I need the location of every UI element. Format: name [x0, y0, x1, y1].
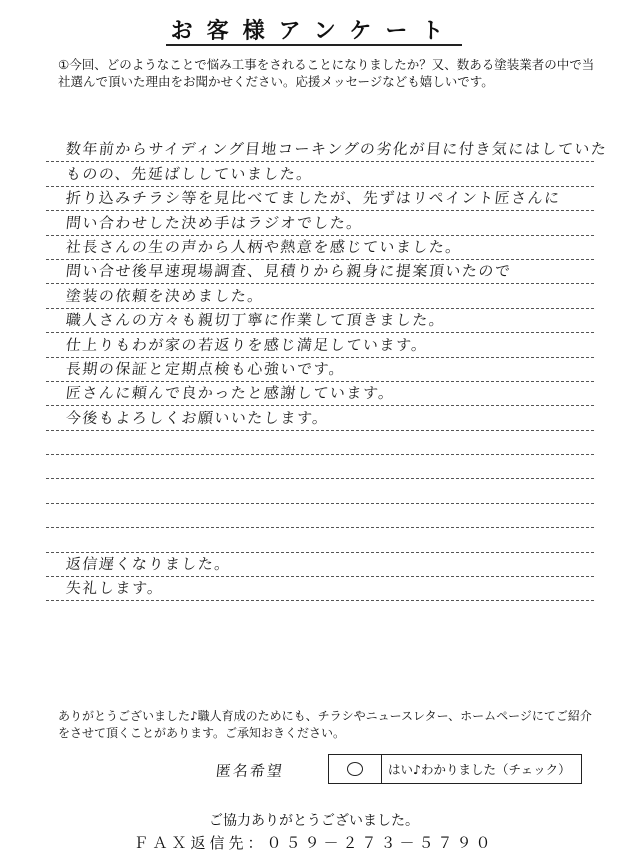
answer-line	[46, 284, 594, 308]
answer-line	[46, 211, 594, 235]
consent-checkbox-row[interactable]	[328, 754, 582, 784]
answer-text: 問い合せ後早速現場調査、見積りから親身に提案頂いたので	[65, 262, 513, 281]
anonymous-label: 匿名希望	[215, 762, 285, 780]
answer-lines	[46, 138, 609, 601]
answer-line	[46, 358, 594, 382]
answer-line	[46, 553, 594, 577]
footer-fax: ＦＡＸ返信先：０５９－２７３－５７９０	[133, 834, 495, 852]
answer-line	[46, 162, 594, 186]
answer-line	[46, 479, 594, 503]
answer-line	[46, 260, 594, 284]
answer-text: 数年前からサイディング目地コーキングの劣化が目に付き気にはしていた	[65, 140, 609, 159]
answer-text: 折り込みチラシ等を見比べてましたが、先ずはリペイント匠さんに	[65, 189, 562, 208]
answer-text: 匠さんに頼んで良かったと感謝しています。	[65, 384, 396, 403]
answer-text: 塗装の依頼を決めました。	[65, 286, 265, 305]
answer-line	[46, 382, 594, 406]
answer-text: 今後もよろしくお願いいたします。	[65, 408, 330, 427]
answer-line	[46, 504, 594, 528]
answer-text: 社長さんの生の声から人柄や熱意を感じていました。	[65, 237, 463, 256]
thanks-note: ありがとうございました♪職人育成のためにも、チラシやニュースレター、ホームページにてご紹介をさせて頂くことがあります。ご承知おきください。	[58, 709, 592, 740]
answer-text: 長期の保証と定期点検も心強いです。	[65, 359, 347, 378]
answer-line	[46, 577, 594, 601]
answer-line	[46, 528, 594, 552]
answer-text: 返信遅くなりました。	[65, 555, 232, 574]
answer-line	[46, 138, 609, 162]
page-title: お客様アンケート	[170, 19, 458, 44]
answer-line	[46, 309, 594, 333]
consent-checkbox[interactable]	[329, 755, 382, 783]
answer-text: ものの、先延ばししていました。	[65, 164, 314, 183]
answer-text: 問い合わせした決め手はラジオでした。	[65, 213, 364, 232]
consent-label: はい♪わかりました（チェック）	[388, 762, 571, 777]
question-text: ①今回、どのようなことで悩み工事をされることになりましたか？又、数ある塗装業者の中で当社選んで頂いた理由をお聞かせください。応援メッセージなども嬉しいです。	[58, 57, 595, 89]
answer-line	[46, 187, 594, 211]
answer-line	[46, 236, 594, 260]
answer-text: 失礼します。	[65, 579, 165, 598]
answer-line	[46, 455, 594, 479]
answer-line	[46, 431, 594, 455]
answer-text: 仕上りもわが家の若返りを感じ満足しています。	[65, 335, 429, 354]
title-underline	[166, 44, 462, 46]
answer-line	[46, 406, 594, 430]
footer-thanks: ご協力ありがとうございました。	[209, 813, 419, 829]
answer-line	[46, 333, 594, 357]
circle-check-icon	[347, 762, 363, 776]
answer-text: 職人さんの方々も親切丁寧に作業して頂きました。	[65, 311, 447, 330]
